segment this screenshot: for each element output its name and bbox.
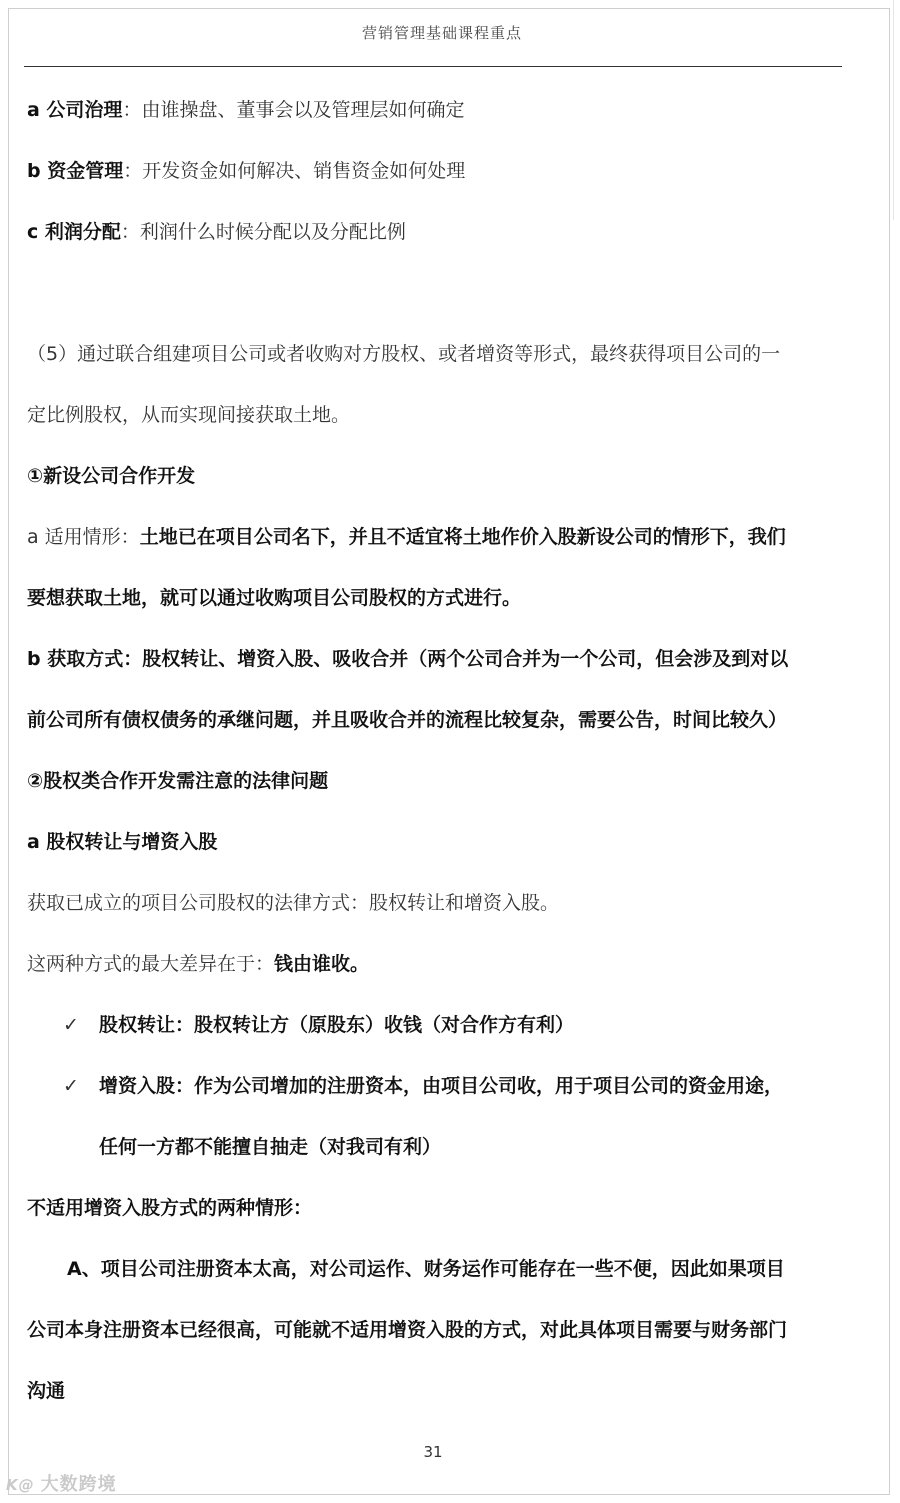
situation-a-line-1: A、项目公司注册资本太高，对公司运作、财务运作可能存在一些不便，因此如果项目 (67, 1258, 785, 1280)
line-text: ：开发资金如何解决、销售资金如何处理 (123, 160, 466, 182)
line-applicable-situation-cont: 要想获取土地，就可以通过收购项目公司股权的方式进行。 (27, 587, 522, 609)
check-icon: ✓ (63, 1014, 79, 1036)
margin-line (893, 0, 894, 220)
line-text: ：利润什么时候分配以及分配比例 (120, 221, 406, 243)
line-label: c 利润分配 (27, 221, 121, 243)
line-profit-distribution (27, 219, 847, 245)
heading-new-company: ①新设公司合作开发 (27, 465, 196, 487)
heading-transfer-vs-capital: a 股权转让与增资入股 (27, 831, 218, 853)
heading-legal-issues: ②股权类合作开发需注意的法律问题 (27, 770, 329, 792)
heading-two-situations: 不适用增资入股方式的两种情形： (27, 1197, 313, 1219)
bullet-equity-transfer (27, 1012, 847, 1038)
watermark-text: 大数跨境 (40, 1474, 117, 1495)
line-key-difference (27, 951, 847, 977)
situation-a-line-2: 公司本身注册资本已经很高，可能就不适用增资入股的方式，对此具体项目需要与财务部门 (27, 1319, 788, 1341)
bullet-text: 增资入股：作为公司增加的注册资本，由项目公司收，用于项目公司的资金用途， (99, 1075, 784, 1097)
line-label: 这两种方式的最大差异在于： (27, 953, 275, 975)
line-legal-methods: 获取已成立的项目公司股权的法律方式：股权转让和增资入股。 (27, 892, 560, 914)
header-divider (24, 66, 842, 67)
line-label: a 适用情形： (27, 526, 140, 548)
line-text: 土地已在项目公司名下，并且不适宜将土地作价入股新设公司的情形下，我们 (139, 526, 786, 548)
line-label: a 公司治理 (27, 99, 123, 121)
bullet-text: 股权转让：股权转让方（原股东）收钱（对合作方有利） (99, 1014, 575, 1036)
paragraph-5-line-2: 定比例股权，从而实现间接获取土地。 (27, 404, 351, 426)
watermark (6, 1470, 117, 1496)
bullet-capital-increase (27, 1073, 847, 1099)
check-icon: ✓ (63, 1075, 79, 1097)
situation-a-line-3: 沟通 (27, 1380, 66, 1402)
bullet-capital-increase-cont: 任何一方都不能擅自抽走（对我司有利） (99, 1136, 442, 1158)
line-applicable-situation (27, 524, 847, 550)
page-header-title: 营销管理基础课程重点 (361, 24, 522, 42)
line-label: b 资金管理 (27, 160, 124, 182)
paragraph-5-line-1: （5）通过联合组建项目公司或者收购对方股权、或者增资等形式，最终获得项目公司的一 (27, 343, 781, 365)
watermark-logo-icon: K@ (6, 1476, 35, 1494)
page-number: 31 (423, 1443, 443, 1461)
line-text: 钱由谁收。 (274, 953, 370, 975)
line-corporate-governance (27, 97, 847, 123)
line-text: ：由谁操盘、董事会以及管理层如何确定 (122, 99, 465, 121)
line-acquisition-method: b 获取方式：股权转让、增资入股、吸收合并（两个公司合并为一个公司，但会涉及到对以 (27, 648, 789, 670)
line-acquisition-method-cont: 前公司所有债权债务的承继问题，并且吸收合并的流程比较复杂，需要公告，时间比较久） (27, 709, 788, 731)
line-fund-management (27, 158, 847, 184)
